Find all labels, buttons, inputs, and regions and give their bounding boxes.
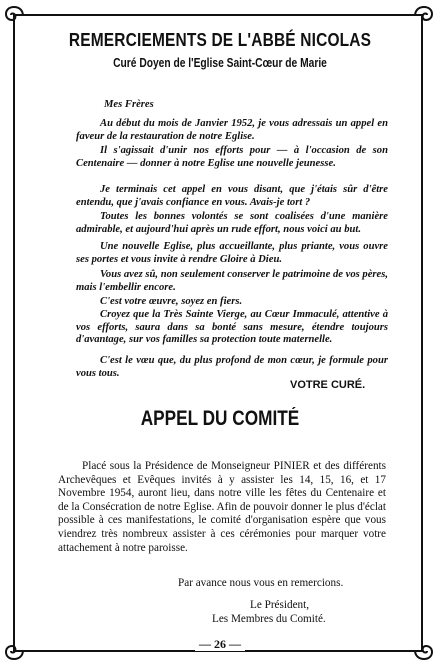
letter-paragraph: Il s'agissait d'unir nos efforts pour — à l'occasion de son Centenaire — donner à notre Eglise une nouvelle jeunesse. <box>76 145 388 169</box>
committee-body: Placé sous la Présidence de Monseigneur PINIER et des différents Archevêques et Evêques invités à y assister les 14, 15, 16, et 17 Novembre 1954, auront lieu, dans notre ville les fêtes du Centenaire et de la Consécration de notre Eglise. Afin de pouvoir donner le plus d'éclat possible à ces manifestations, le comité d'organisation espère que vous viendrez très nombreux assister à ces cérémonies pour marquer votre attachement à notre paroisse. <box>58 460 386 554</box>
committee-closing: Par avance nous vous en remercions. <box>178 577 344 589</box>
committee-president: Le Président, <box>250 599 310 611</box>
letter-paragraph: Je terminais cet appel en vous disant, que j'étais sûr d'être entendu, que j'avais confiance en vous. Avais-je tort ? <box>76 184 388 208</box>
page-subtitle: Curé Doyen de l'Eglise Saint-Cœur de Marie <box>113 56 327 70</box>
page-number-text: — 26 — <box>195 637 245 651</box>
page-title: REMERCIEMENTS DE L'ABBÉ NICOLAS <box>68 30 372 50</box>
page-number <box>0 637 440 652</box>
letter-paragraph: Une nouvelle Eglise, plus accueillante, plus priante, vous ouvre ses portes et vous invite à rendre Gloire à Dieu. <box>76 241 388 265</box>
committee-heading: APPEL DU COMITÉ <box>140 407 300 430</box>
committee-members: Les Membres du Comité. <box>212 613 326 625</box>
letter-paragraph: Au début du mois de Janvier 1952, je vous adressais un appel en faveur de la restauration de notre Eglise. <box>76 118 388 142</box>
letter-paragraph: Toutes les bonnes volontés se sont coalisées d'une manière admirable, et aujourd'hui après un rude effort, nous voici au but. <box>76 211 388 235</box>
letter-paragraph: C'est votre œuvre, soyez en fiers. <box>100 296 243 307</box>
letter-paragraph: Croyez que la Très Sainte Vierge, au Cœur Immaculé, attentive à vos efforts, saura dans sa bonté sans mesure, étendre toujours d'avantage, sur vos familles sa protection toute maternelle. <box>76 309 388 346</box>
letter-paragraph: C'est le vœu que, du plus profond de mon cœur, je formule pour vous tous. <box>76 355 388 379</box>
corner-ornament-top-right <box>413 4 435 26</box>
letter-paragraph: Vous avez sû, non seulement conserver le patrimoine de vos pères, mais l'embellir encore. <box>76 269 388 293</box>
letter-salutation: Mes Frères <box>104 99 154 110</box>
letter-signature: VOTRE CURÉ. <box>290 379 366 391</box>
corner-ornament-top-left <box>3 4 25 26</box>
